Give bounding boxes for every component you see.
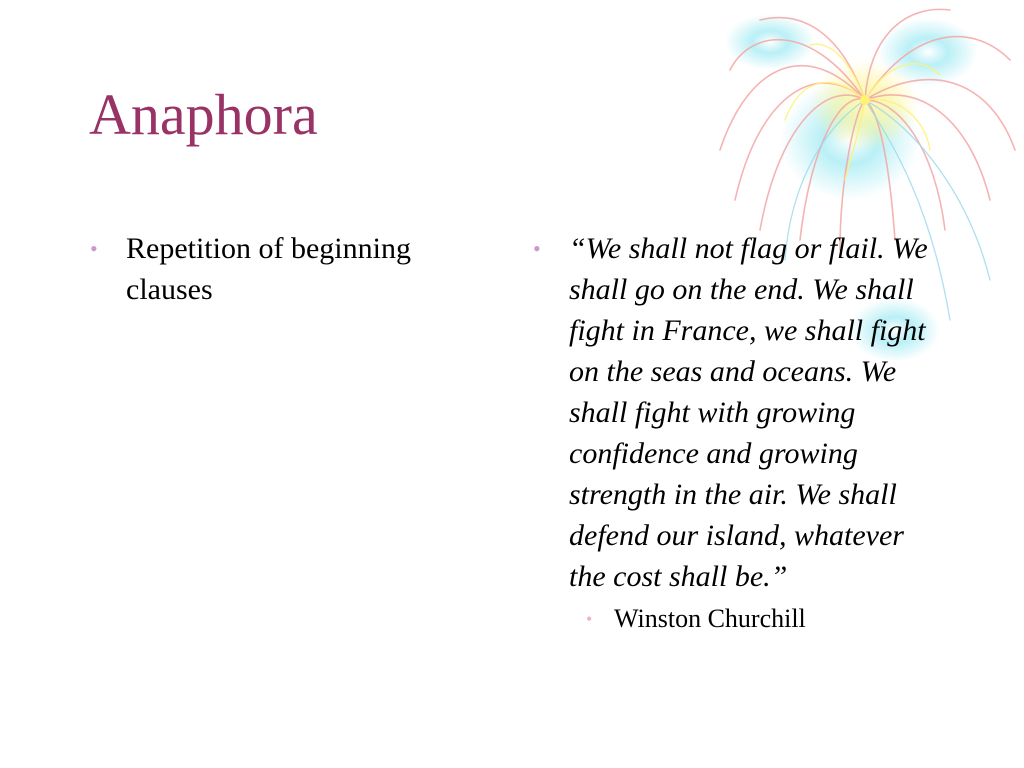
bullet-text: Repetition of beginning clauses [126,232,411,306]
bullet-marker-icon: • [533,236,541,261]
quote-bullet [533,228,943,597]
right-column [533,228,943,637]
slide-title: Anaphora [89,82,318,147]
attribution-bullet [578,601,943,637]
bullet-item [90,228,500,310]
attribution-text: Winston Churchill [614,604,806,633]
sub-bullet-marker-icon: • [586,609,593,629]
quote-text: “We shall not flag or flail. We shall go on the end. We shall fight in France, we shall fight on the seas and oceans. We shall fight with growing confidence and growing strength in the air. We shall defend our island, whatever the cost shall be.” [569,232,928,593]
left-column [90,228,500,310]
bullet-marker-icon: • [90,236,98,261]
